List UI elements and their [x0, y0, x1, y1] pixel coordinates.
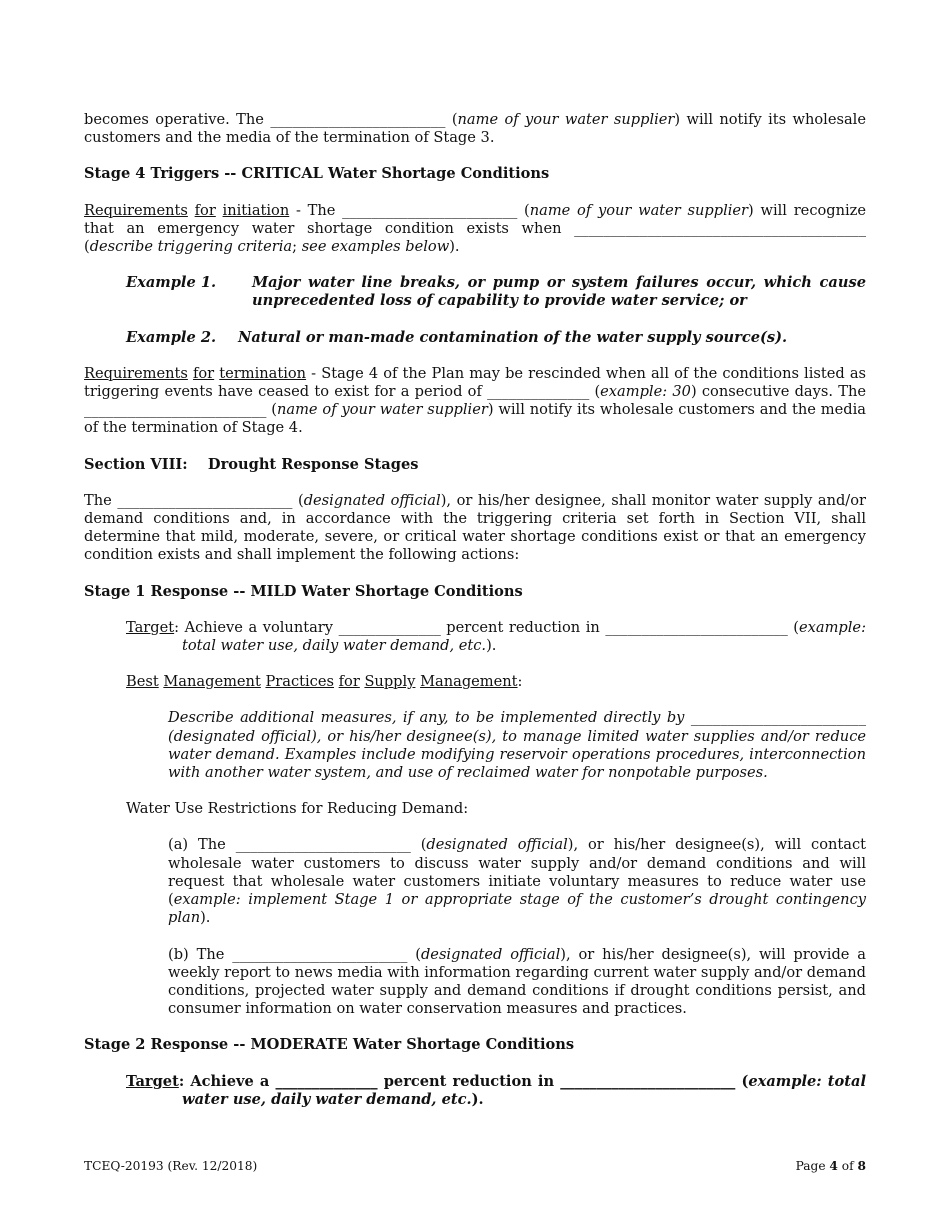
document-page: [84, 111, 866, 1109]
stage2-target: Target: Achieve a ______________ percent reduction in ________________________ (example: total water use, daily water demand, etc.).: [126, 1072, 866, 1108]
stage4-triggers-heading: Stage 4 Triggers -- CRITICAL Water Shortage Conditions: [84, 165, 550, 183]
restriction-item-a: (a) The ________________________ (designated official), or his/her designee(s), will contact wholesale water customers to discuss water supply and/or demand conditions and will request that wholesale water customers initiate voluntary measures to reduce water use (example: implement Stage 1 or appropriate stage of the customer’s drought contingency plan).: [168, 836, 867, 927]
restrictions-label: Water Use Restrictions for Reducing Demand:: [126, 800, 469, 818]
section8-paragraph: The ________________________ (designated official), or his/her designee, shall monitor water supply and/or demand conditions and, in accordance with the triggering criteria set forth in Section VII, shall determine that mild, moderate, severe, or critical water shortage conditions exist or that an emergency condition exists and shall implement the following actions:: [84, 491, 866, 564]
restriction-item-b: (b) The ________________________ (designated official), or his/her designee(s), will provide a weekly report to news media with information regarding current water supply and/or demand conditions, projected water supply and demand conditions if drought conditions persist, and consumer information on water conservation measures and practices.: [168, 945, 867, 1018]
stage2-response-heading: Stage 2 Response -- MODERATE Water Shortage Conditions: [84, 1036, 575, 1054]
stage4-initiation-paragraph: Requirements for initiation - The ________________________ (name of your water supplier) will recognize that an emergency water shortage condition exists when ________________________________________ (describe triggering criteria; see examples below).: [84, 201, 867, 256]
page-number: Page 4 of 8: [795, 1159, 866, 1173]
stage3-termination-paragraph: becomes operative. The ________________________ (name of your water supplier) will notify its wholesale customers and the media of the termination of Stage 3.: [84, 111, 866, 147]
example-1: Example 1. Major water line breaks, or pump or system failures occur, which cause unprecedented loss of capability to provide water service; or: [126, 274, 866, 310]
stage1-target: Target: Achieve a voluntary ______________ percent reduction in _________________________ (example: total water use, daily water demand, etc.).: [126, 618, 866, 655]
section8-heading: Section VIII: Drought Response Stages: [84, 455, 419, 473]
bmp-description: Describe additional measures, if any, to be implemented directly by ________________________ (designated official), or his/her designee(s), to manage limited water supplies and/or reduce water demand. Examples include modifying reservoir operations procedures, interconnection with another water system, and use of reclaimed water for nonpotable purposes.: [168, 709, 866, 782]
example-2: Example 2. Natural or man-made contamination of the water supply source(s).: [126, 328, 788, 346]
stage4-termination-paragraph: Requirements for termination - Stage 4 of the Plan may be rescinded when all of the conditions listed as triggering events have ceased to exist for a period of ______________ (example: 30) consecutive days. The _________________________ (name of your water supplier) will notify its wholesale customers and the media of the termination of Stage 4.: [84, 364, 867, 437]
page-footer: [84, 1157, 866, 1175]
bmp-label: Best Management Practices for Supply Management:: [126, 673, 523, 691]
stage1-response-heading: Stage 1 Response -- MILD Water Shortage Conditions: [84, 582, 523, 600]
form-number: TCEQ-20193 (Rev. 12/2018): [84, 1159, 258, 1173]
